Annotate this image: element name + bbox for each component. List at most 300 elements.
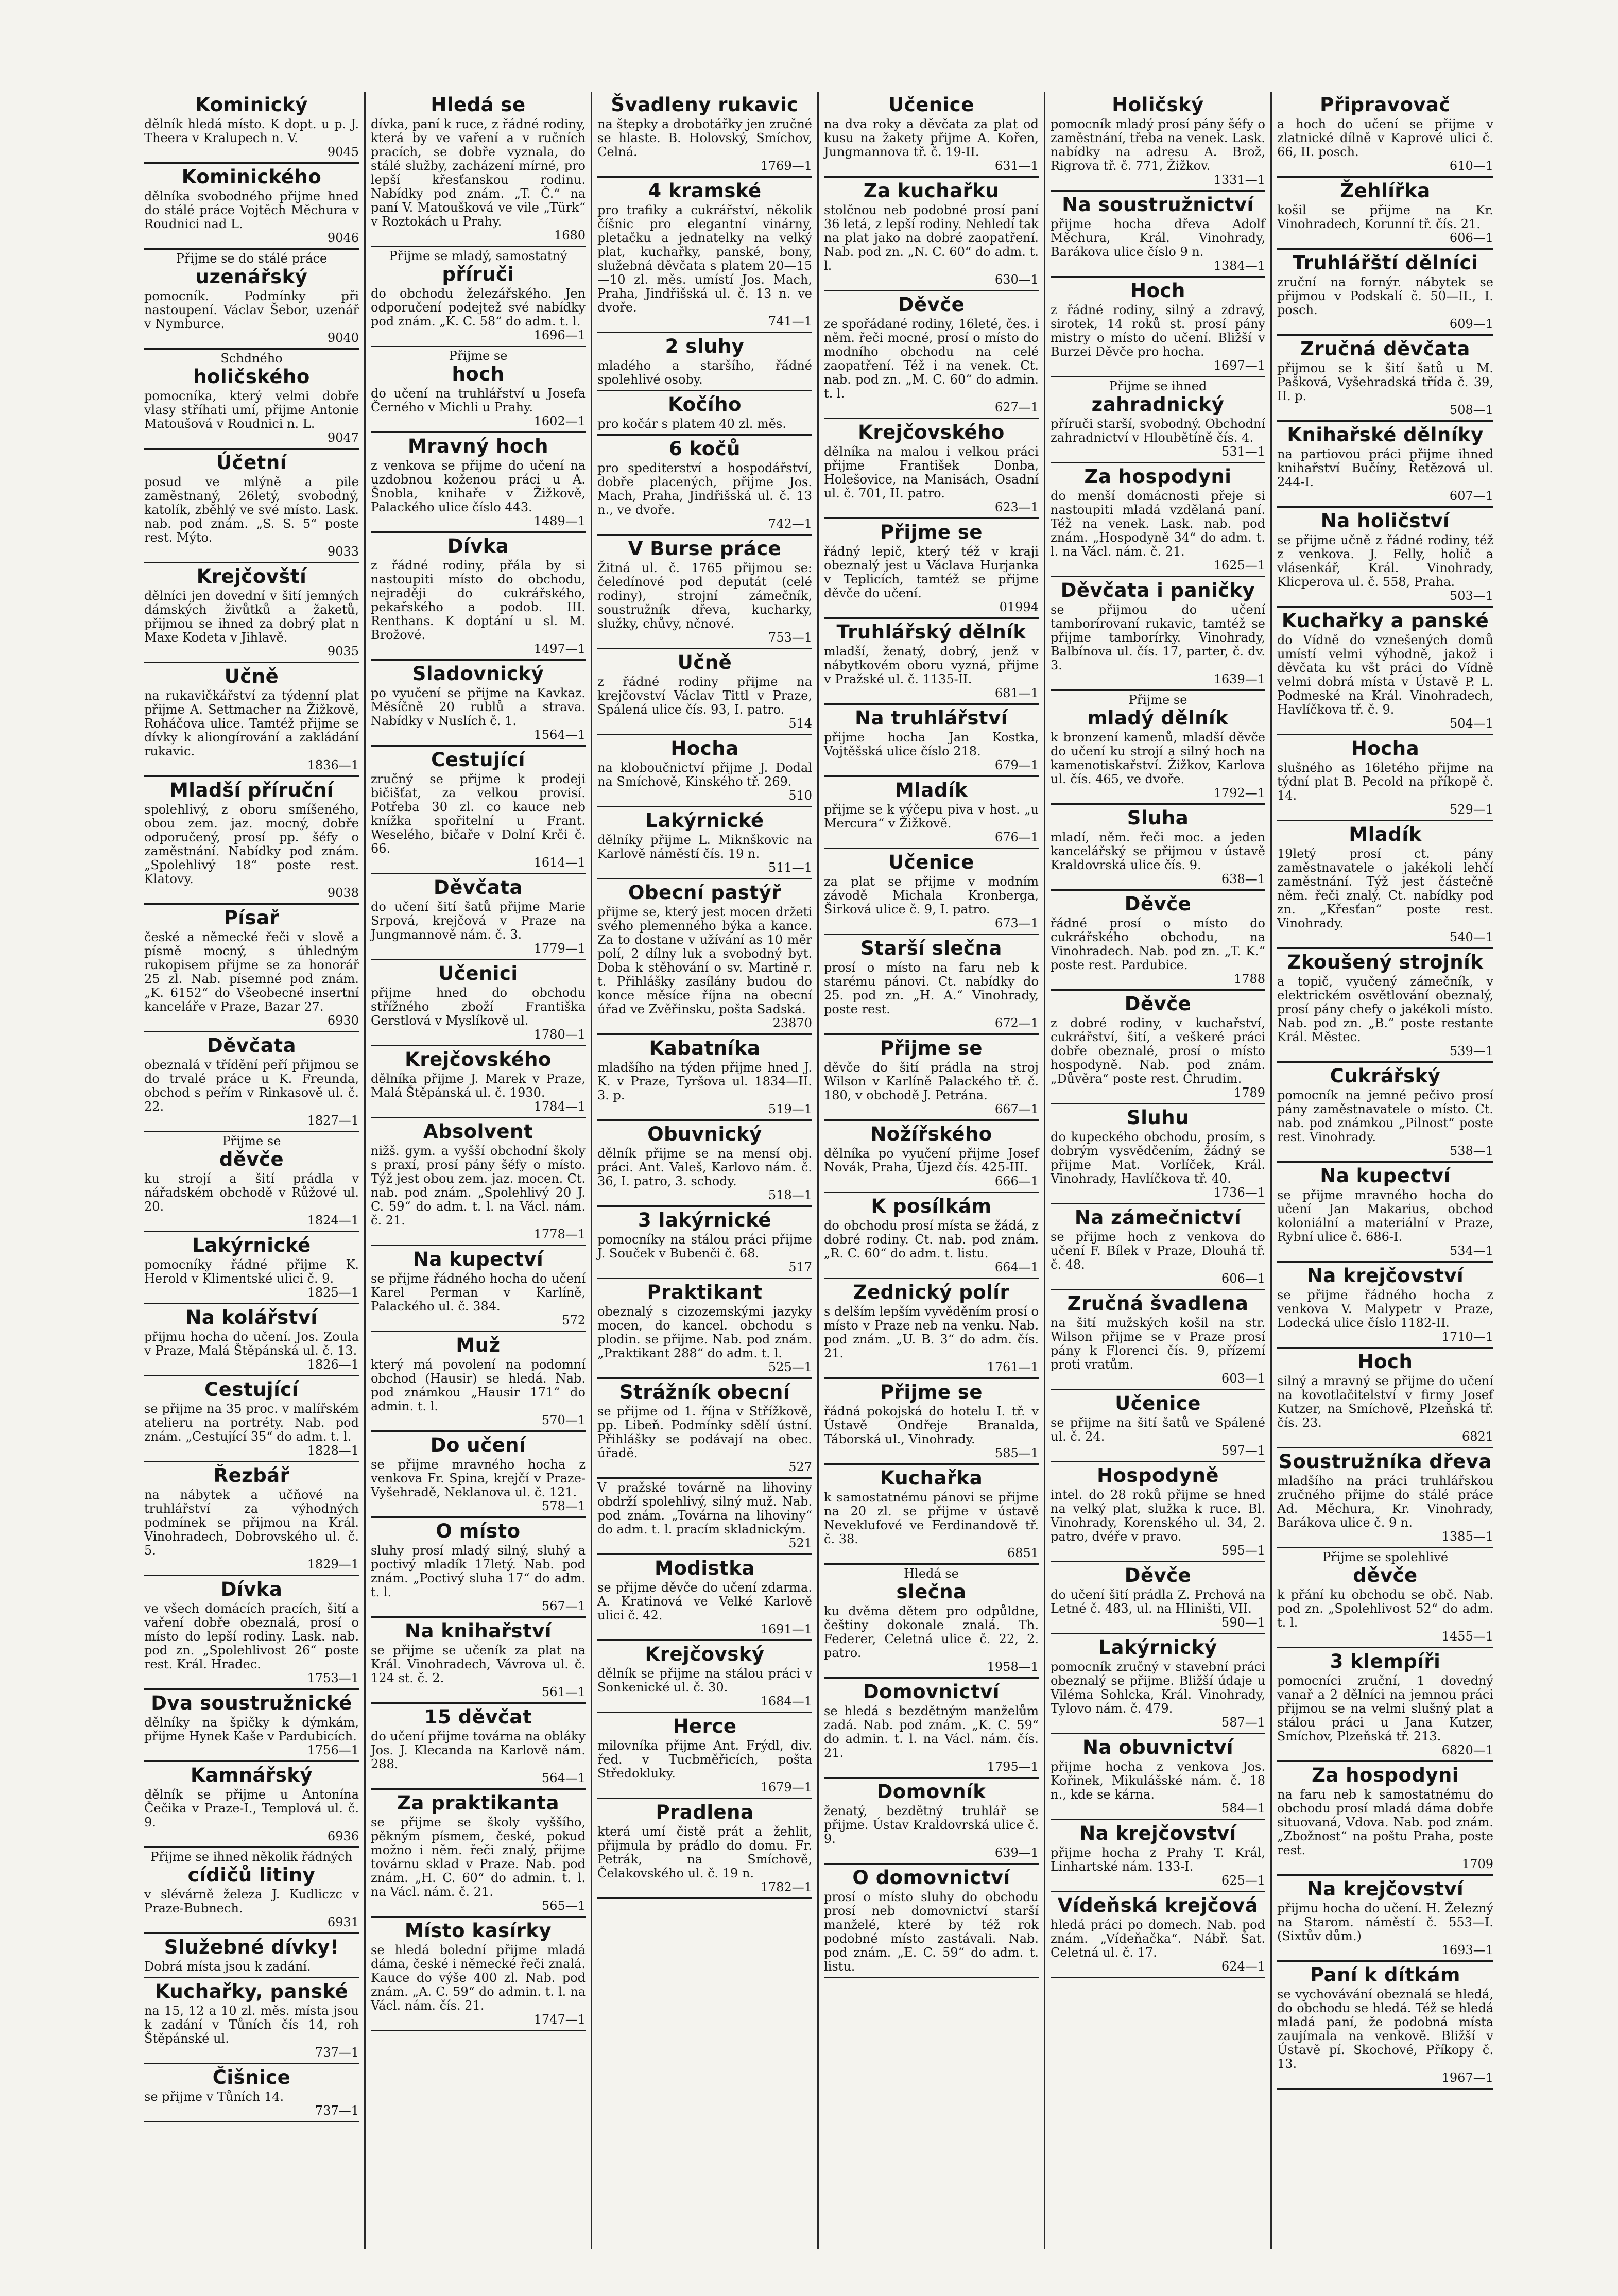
classified-ad [597, 1713, 812, 1799]
ad-title: Dívka [447, 535, 509, 557]
ad-title: Učenice [888, 851, 974, 873]
classified-ad [597, 1641, 812, 1713]
classified-ad [144, 1132, 359, 1232]
ad-title: Praktikant [647, 1281, 763, 1303]
ad-body: dělníka na malou i velkou práci přijme František Donba, Holešovice, na Manisách, Osadní ul. č. 701, II. patro. [824, 444, 1039, 500]
ad-title: Nožířského [870, 1123, 992, 1145]
ad-code: 625—1 [1221, 1873, 1265, 1888]
ad-title: Dívka [220, 1578, 283, 1600]
ad-body: dělník přijme se na mensí obj. práci. Ant. Valeš, Karlovo nám. č. 36, I. patro, 3. schody. [597, 1146, 812, 1188]
ad-body: se přijme učně z řádné rodiny, též z venkova. J. Felly, holič a vlásenkář, Král. Vinohrady, Klicperova ul. č. 558, Praha. [1277, 533, 1493, 589]
classified-ad [597, 333, 812, 391]
ad-title: Hoch [1130, 280, 1185, 302]
classified-ad [597, 807, 812, 879]
classified-ad [1277, 1962, 1493, 2090]
ad-body: se přijme na 35 proc. v malířském atelieru na portréty. Nab. pod znám. „Cestující 35“ do adm. t. l. [144, 1402, 359, 1444]
ad-body: se přijme se učeník za plat na Král. Vinohradech, Vávrova ul. č. 124 st. č. 2. [371, 1643, 586, 1685]
ad-code: 578—1 [541, 1499, 586, 1513]
ad-code: 667—1 [994, 1102, 1039, 1116]
column-1 [139, 92, 366, 2249]
ad-title: Děvče [1124, 893, 1192, 915]
ad-title: Modistka [655, 1557, 755, 1579]
ad-body: do učení šití prádla Z. Prchová na Letné č. 483, ul. na Hliništi, VII. [1051, 1587, 1265, 1616]
ad-code: 1756—1 [307, 1743, 359, 1757]
ad-code: 518—1 [768, 1188, 812, 1202]
ad-title: O domovnictví [852, 1867, 1010, 1889]
ad-code: 1696—1 [533, 328, 586, 342]
ad-body: se přijme mravného hocha z venkova Fr. Spina, krejčí v Praze-Vyšehradě, Neklanova ul. č. 121. [371, 1457, 586, 1499]
ad-body: mladého a staršího, řádné spolehlivé osoby. [597, 358, 812, 387]
ad-body: který má povolení na podomní obchod (Hausir) se hledá. Nab. pod známkou „Hausir 171“ do admin. t. l. [371, 1357, 586, 1413]
ad-code: 6821 [1461, 1429, 1493, 1444]
ad-body: Dobrá místa jsou k zadání. [144, 1959, 311, 1974]
ad-body: na štepky a drobotářky jen zručné se hlaste. B. Holovský, Smíchov, Celná. [597, 117, 812, 159]
ad-code: 603—1 [1221, 1371, 1265, 1386]
classified-ad [597, 536, 812, 649]
ad-code: 1828—1 [307, 1443, 359, 1458]
ad-code: 9040 [327, 331, 359, 345]
ad-body: po vyučení se přijme na Kavkaz. Měsíčně 20 rublů a strava. Nabídky v Nuslích č. 1. [371, 686, 586, 728]
classified-ad [1277, 250, 1493, 336]
ad-body: na rukavičkářství za týdenní plat přijme A. Settmacher na Žižkově, Roháčova ulice. Tamtéž přijme se dívky k aliongírování a zakládání rukavic. [144, 688, 359, 758]
ad-body: stolčnou neb podobné prosí paní 36 letá, z lepší rodiny. Nehledí tak na plat jako na dobré zaopatření. Nab. pod zn. „N. C. 60“ do adm. t. l. [824, 203, 1039, 273]
classified-ad [597, 1479, 812, 1555]
ad-title: Písař [223, 907, 280, 929]
classified-ad [597, 436, 812, 536]
classified-ad [371, 1518, 586, 1618]
ad-body: na partiovou práci přijme ihned knihařství Bučíny, Řetězová ul. 244-I. [1277, 447, 1493, 489]
ad-body: pomocníka, který velmi dobře vlasy stříhati umí, přijme Antonie Matoušová v Roudnici n. L. [144, 389, 359, 431]
classified-ad [144, 350, 359, 450]
ad-body: do obchodu železářského. Jen odporučení podejtež své nabídky pod znám. „K. C. 58“ do adm. t. l. [371, 286, 586, 329]
ad-code: 6851 [1007, 1546, 1039, 1560]
ad-code: 529—1 [1449, 802, 1493, 817]
classified-ad [1051, 1634, 1265, 1734]
ad-title: Krejčovského [405, 1048, 552, 1071]
ad-body: se přijme se školy vyššího, pěkným písmem, české, pokud možno i něm. řeči znalý, přijme továrnu sklad v Praze. Nab. pod znám. „H. C. 60“ do admin. t. l. na Václ. nám. č. 21. [371, 1815, 586, 1899]
classified-ad [371, 1918, 586, 2031]
ad-code: 664—1 [994, 1260, 1039, 1274]
ad-code: 1789 [1233, 1085, 1265, 1100]
ad-body: slušného as 16letého přijme na týdní plat B. Pecold na příkopě č. 14. [1277, 761, 1493, 803]
ad-title: Domovník [876, 1781, 986, 1803]
ad-code: 1602—1 [533, 414, 586, 428]
ad-body: na faru neb k samostatnému do obchodu prosí mladá dáma dobře situovaná, Vdova. Nab. pod znám. „Zbožnost“ na poštu Praha, poste rest. [1277, 1787, 1493, 1857]
ad-body: do učení šití šatů přijme Marie Srpová, krejčová v Praze na Jungmannově nám. č. 3. [371, 900, 586, 942]
ad-title: Přijme se [880, 1037, 983, 1059]
classified-ad [144, 563, 359, 663]
ad-body: obeznalá v třídění peří přijmou se do trvalé práce u K. Freunda, obchod s peřím v Rinkasově ul. č. 22. [144, 1058, 359, 1114]
ad-title: Kamnářský [191, 1764, 313, 1786]
ad-prefix: Přijme se do stálé práce [176, 251, 328, 266]
ad-code: 610—1 [1449, 159, 1493, 173]
ad-title: Hoch [1357, 1351, 1413, 1373]
classified-ad [144, 663, 359, 777]
classified-ad [144, 250, 359, 350]
ad-code: 597—1 [1221, 1443, 1265, 1458]
ad-title: Cukrářský [1330, 1065, 1441, 1087]
ad-title: Děvčata [434, 876, 523, 899]
ad-code: 9047 [327, 430, 359, 445]
ad-body: pro spediterství a hospodářství, dobře placených, přijme Jos. Mach, Praha, Jindřišská ul. č. 13 n., ve dvoře. [597, 461, 812, 517]
classified-ad [824, 1465, 1039, 1565]
ad-code: 527 [788, 1460, 812, 1474]
ad-title: mladý dělník [1087, 707, 1229, 729]
classified-ad [1051, 377, 1265, 463]
ad-code: 1455—1 [1441, 1629, 1493, 1644]
ad-code: 1639—1 [1213, 672, 1265, 686]
classified-ad [371, 247, 586, 347]
ad-title: Holičský [1112, 94, 1204, 116]
ad-code: 1680 [554, 228, 586, 243]
ad-body: dělníka po vyučení přijme Josef Novák, Praha, Újezd čís. 425-III. [824, 1146, 1039, 1175]
ad-title: Kočího [668, 393, 742, 416]
ad-body: přijme hocha Jan Kostka, Vojtěšská ulice číslo 218. [824, 730, 1039, 758]
ad-prefix: Přijme se ihned několik řádných [150, 1850, 353, 1864]
ad-code: 539—1 [1449, 1044, 1493, 1058]
ad-title: K posílkám [871, 1195, 992, 1217]
ad-title: Učně [224, 665, 279, 687]
ad-code: 1782—1 [760, 1880, 812, 1894]
ad-body: košil se přijme na Kr. Vinohradech, Korunní tř. čís. 21. [1277, 203, 1493, 231]
ad-code: 742—1 [768, 516, 812, 531]
ad-code: 1784—1 [533, 1099, 586, 1114]
ad-body: přijme hocha z venkova Jos. Kořinek, Mikulášské nám. č. 18 n., kde se kárna. [1051, 1759, 1265, 1802]
ad-code: 511—1 [768, 860, 812, 875]
ad-code: 627—1 [994, 400, 1039, 415]
ad-code: 607—1 [1449, 489, 1493, 503]
ad-code: 519—1 [768, 1102, 812, 1116]
ad-title: Na kupectví [1320, 1165, 1451, 1187]
classified-ad [824, 519, 1039, 619]
ad-body: se přijmou do učení tamborírovaní rukavic, tamtéž se přijme tamborírky. Vinohrady, Balbínova ul. čís. 17, parter, č. dv. 3. [1051, 602, 1265, 672]
ad-title: Na kupectví [412, 1248, 544, 1270]
classified-ad [1277, 1263, 1493, 1349]
classified-ad [824, 178, 1039, 291]
ad-body: mladšího na týden přijme hned J. K. v Praze, Tyršova ul. 1834—II. 3. p. [597, 1060, 812, 1102]
ad-code: 1747—1 [533, 2012, 586, 2027]
ad-title: Učenice [888, 94, 974, 116]
ad-code: 1489—1 [533, 514, 586, 528]
classified-ad [1051, 1204, 1265, 1290]
ad-title: Za hospodyni [1084, 465, 1232, 488]
ad-code: 631—1 [994, 159, 1039, 173]
ad-code: 609—1 [1449, 317, 1493, 331]
ad-title: Absolvent [423, 1120, 533, 1143]
ad-title: Hledá se [431, 94, 526, 116]
ad-body: dělníka svobodného přijme hned do stálé práce Vojtěch Měchura v Roudnici nad L. [144, 189, 359, 231]
classified-ad [824, 92, 1039, 178]
classified-ad [1051, 1104, 1265, 1204]
ad-code: 521 [788, 1536, 812, 1550]
ad-body: milovníka přijme Ant. Frýdl, div. řed. v Tucbměřicích, pošta Středokluky. [597, 1738, 812, 1781]
ad-code: 679—1 [994, 758, 1039, 772]
ad-title: Přijme se [880, 521, 983, 543]
ad-body: sluhy prosí mladý silný, sluhý a poctivý mladík 17letý. Nab. pod znám. „Poctivý sluha 17“ do adm. t. l. [371, 1543, 586, 1599]
ad-body: V pražské továrně na lihoviny obdrží spolehlivý, silný muž. Nab. pod znám. „Továrna na lihoviny“ do adm. t. l. pracím skladnickým. [597, 1480, 812, 1537]
ad-body: přijmou se k šití šatů u M. Pašková, Vyšehradská třída č. 39, II. p. [1277, 361, 1493, 403]
ad-title: Starší slečna [860, 937, 1002, 959]
ad-title: Knihařské dělníky [1287, 424, 1484, 446]
ad-code: 673—1 [994, 916, 1039, 930]
ad-title: Krejčovští [196, 565, 307, 588]
classified-ad [371, 1246, 586, 1332]
ad-body: mladí, něm. řeči moc. a jeden kancelářský se přijmou v ústavě Kraldovrská ulice čís. 9. [1051, 830, 1265, 872]
classified-ad [597, 735, 812, 807]
classified-ad [1277, 336, 1493, 422]
ad-title: Děvče [1124, 1564, 1192, 1586]
ad-code: 737—1 [315, 2103, 359, 2118]
classified-ad [1277, 92, 1493, 178]
ad-body: přijme hocha z Prahy T. Král, Linhartské nám. 133-I. [1051, 1845, 1265, 1874]
ad-code: 1958—1 [987, 1660, 1039, 1674]
ad-body: za plat se přijme v modním závodě Michala Kronberga, Širková ulice č. 9, I. patro. [824, 874, 1039, 917]
ad-body: řádná pokojská do hotelu I. tř. v Ústavě Ondřeje Branalda, Táborská ul., Vinohrady. [824, 1404, 1039, 1446]
classified-ad [824, 1035, 1039, 1121]
classified-ad [1277, 821, 1493, 949]
classified-ad [371, 1118, 586, 1246]
ad-code: 1710—1 [1441, 1330, 1493, 1344]
ad-body: do menší domácnosti přeje si nastoupiti mladá vzdělaná paní. Též na venek. Lask. nab. pod znám. „Hospodyně 34“ do adm. t. l. na Václ. nám. č. 21. [1051, 489, 1265, 559]
ad-body: 19letý prosí ct. pány zaměstnavatele o jakékoli lehčí zaměstnání. Týž jest částečně něm. řeči znalý. Ct. nabídky pod zn. „Křesťan“ poste rest. Vinohrady. [1277, 847, 1493, 930]
ad-code: 606—1 [1221, 1271, 1265, 1286]
column-5 [1045, 92, 1272, 2249]
ad-code: 23870 [772, 1016, 812, 1030]
ad-title: uzenářský [195, 266, 308, 288]
ad-code: 567—1 [541, 1599, 586, 1613]
ad-code: 1697—1 [1213, 358, 1265, 373]
ad-body: na kloboučnictví přijme J. Dodal na Smíchově, Kinského tř. 269. [597, 761, 812, 789]
ad-body: české a německé řeči v slově a písmě mocný, s úhledným rukopisem přijme se za honorář 25 zl. Nab. písemné pod znám. „K. 6152“ do Všeobecné insertní kanceláře v Praze, Bazar 27. [144, 930, 359, 1014]
classified-ad [144, 2064, 359, 2122]
classified-ad [1051, 991, 1265, 1104]
ad-code: 1792—1 [1213, 786, 1265, 800]
ad-body: děvče do šití prádla na stroj Wilson v Karlíně Palackého tř. č. 180, v obchodě J. Petrána. [824, 1060, 1039, 1102]
ad-body: přijme se, který jest mocen držeti svého plemenného býka a kance. Za to dostane v užívání as 10 měr polí, 2 dílny luk a svobodný byt. Doba k stěhování o sv. Martině r. t. Přihlášky zasílány budou do konce měsíce října na obecní úřad ve Zvěřinsku, pošta Sadská. [597, 905, 812, 1016]
ad-title: Za hospodyni [1312, 1764, 1459, 1786]
ad-title: Čišnice [212, 2066, 291, 2088]
ad-body: dělník hledá místo. K dopt. u p. J. Theera v Kralupech n. V. [144, 117, 359, 145]
classified-ad [144, 450, 359, 563]
ad-body: přijme hned do obchodu střížného zboží Františka Gerstlová v Myslíkově ul. [371, 986, 586, 1028]
ad-body: se hledá bolední přijme mladá dáma, české i německé řeči znalá. Kauce do výše 400 zl. Nab. pod znám. „A. C. 59“ do admin. t. l. na Václ. nám. čís. 21. [371, 1943, 586, 2013]
ad-title: Lakýrnické [645, 809, 764, 832]
classified-ad [597, 1207, 812, 1279]
classified-ad [144, 1032, 359, 1132]
ad-body: z řádné rodiny přijme na krejčovství Václav Tittl v Praze, Spálená ulice čís. 93, I. patro. [597, 675, 812, 717]
ad-code: 590—1 [1221, 1615, 1265, 1630]
classified-ad [371, 533, 586, 661]
ad-code: 1825—1 [307, 1285, 359, 1300]
ad-body: ve všech domácích pracích, šití a vaření dobře obeznalá, prosí o místo do lepší rodiny. Lask. nab. pod zn. „Spolehlivost 26“ poste rest. Král. Hradec. [144, 1601, 359, 1671]
ad-body: dělník se přijme na stálou práci v Sonkenické ul. č. 30. [597, 1666, 812, 1695]
ad-title: Přijme se [880, 1381, 983, 1403]
ad-body: z venkova se přijme do učení na uzdobnou koženou práci u A. Šnobla, knihaře v Žižkově, Palackého ulice číslo 443. [371, 458, 586, 514]
ad-body: a topič, vyučený zámečník, v elektrickém osvětlování obeznalý, prosí pány chefy o jakékoli místo. Nab. pod zn. „B.“ poste restante Král. Městec. [1277, 974, 1493, 1044]
ad-title: Cestující [204, 1378, 299, 1401]
ad-title: 6 kočů [669, 438, 741, 460]
classified-ad [1051, 1820, 1265, 1892]
ad-body: se vychovávání obeznalá se hledá, do obchodu se hledá. Též se hledá mladá paní, že podobná místa zaujímala na venkově. Bližší v Ústavě pí. Skochové, Příkopy č. 13. [1277, 1987, 1493, 2071]
ad-code: 514 [788, 716, 812, 731]
classified-ad [597, 879, 812, 1035]
ad-title: Učně [677, 651, 732, 674]
ad-code: 540—1 [1449, 930, 1493, 944]
ad-title: Na krejčovství [1306, 1878, 1464, 1900]
ad-title: Hocha [1351, 737, 1420, 759]
ad-code: 595—1 [1221, 1543, 1265, 1558]
classified-ad [371, 433, 586, 533]
ad-title: Paní k dítkám [1310, 1964, 1460, 1986]
ad-code: 6930 [327, 1013, 359, 1028]
ad-code: 1753—1 [307, 1671, 359, 1685]
ad-body: na nábytek a učňové na truhlářství za výhodných podmínek se přijmou na Král. Vinohradech, Dobrovského ul. č. 5. [144, 1488, 359, 1558]
ad-prefix: Schdného [220, 351, 283, 366]
ad-code: 6931 [327, 1915, 359, 1929]
ad-title: Kuchařky, panské [154, 1980, 349, 2002]
classified-ad [144, 905, 359, 1032]
ad-code: 525—1 [768, 1360, 812, 1374]
ad-code: 1684—1 [760, 1694, 812, 1708]
ad-code: 538—1 [1449, 1144, 1493, 1158]
ad-body: pomocník na jemné pečivo prosí pány zaměstnavatele o místo. Ct. nab. pod známkou „Pilnost“ poste rest. Vinohrady. [1277, 1088, 1493, 1144]
ad-body: se přijme mravného hocha do učení Jan Makarius, obchod koloniální a materiální v Praze, Rybní ulice č. 686-I. [1277, 1188, 1493, 1244]
classified-ad [1277, 508, 1493, 608]
ad-code: 1827—1 [307, 1113, 359, 1128]
ad-code: 672—1 [994, 1016, 1039, 1030]
ad-prefix: Přijme se [1128, 693, 1187, 707]
classified-ad [1051, 1892, 1265, 1978]
ad-title: Lakýrnické [192, 1234, 311, 1256]
ad-body: mladší, ženatý, dobrý, jenž v nábytkovém oboru vyzná, přijme v Pražské ul. č. 1135-II. [824, 644, 1039, 686]
ad-title: Sluhu [1127, 1107, 1189, 1129]
ad-code: 587—1 [1221, 1715, 1265, 1730]
ad-code: 01994 [999, 600, 1039, 614]
ad-prefix: Přijme se ihned [1109, 379, 1207, 393]
classified-ad [1051, 278, 1265, 377]
ad-title: Švadleny rukavic [611, 94, 799, 116]
ad-body: k samostatnému pánovi se přijme na 20 zl. se přijme v ústavě Neveklufové ve Ferdinandově tř. č. 38. [824, 1490, 1039, 1546]
ad-title: Kominického [181, 166, 322, 188]
classified-ad [597, 1799, 812, 1899]
classified-ad [1051, 1390, 1265, 1462]
ad-code: 1761—1 [987, 1360, 1039, 1374]
ad-title: Domovnictví [863, 1681, 1000, 1703]
ad-body: která umí čistě prát a žehlit, přijmula by prádlo do domu. Fr. Petrák, na Smíchově, Čelakovského ul. č. 19 n. [597, 1824, 812, 1880]
ad-title: O místo [436, 1520, 521, 1542]
ad-title: Služebné dívky! [164, 1936, 339, 1958]
classified-ad [1051, 691, 1265, 805]
ad-body: do Vídně do vznešených domů umístí velmi výhodně, jakož i děvčata ku všt práci do Vídně velmi dobrá místa v Ústavě P. L. Podmeské na Král. Vinohradech, Havlíčkova tř. č. 9. [1277, 633, 1493, 717]
ad-body: ku strojí a šití prádla v nářadském obchodě v Růžové ul. 20. [144, 1171, 359, 1214]
ad-code: 1679—1 [760, 1780, 812, 1794]
ad-title: Do učení [430, 1434, 526, 1456]
classified-ad [824, 777, 1039, 849]
ad-body: pomocníky řádné přijme K. Herold v Klimentské ulici č. 9. [144, 1257, 359, 1286]
ad-code: 1769—1 [760, 159, 812, 173]
classified-ad [1277, 1762, 1493, 1876]
ad-body: k přání ku obchodu se obč. Nab. pod zn. „Spolehlivost 52“ do adm. t. l. [1277, 1587, 1493, 1630]
classified-ad [144, 1376, 359, 1462]
ad-body: na dva roky a děvčata za plat od kusu na žakety přijme A. Kořen, Jungmannova tř. č. 19-II. [824, 117, 1039, 159]
classified-ad [371, 1432, 586, 1518]
ad-title: Krejčovský [645, 1643, 765, 1665]
classified-ad [1051, 805, 1265, 891]
ad-code: 564—1 [541, 1771, 586, 1785]
ad-title: Herce [673, 1715, 737, 1737]
ad-code: 1385—1 [1441, 1529, 1493, 1544]
ad-body: řádné prosí o místo do cukrářského obchodu, na Vinohradech. Nab. pod zn. „T. K.“ poste rest. Pardubice. [1051, 916, 1265, 972]
ad-body: pomocník. Podmínky při nastoupení. Václav Šebor, uzenář v Nymburce. [144, 289, 359, 331]
ad-code: 753—1 [768, 630, 812, 645]
ad-code: 1736—1 [1213, 1185, 1265, 1200]
ad-title: Místo kasírky [404, 1920, 552, 1942]
classified-ad [1277, 1448, 1493, 1548]
ad-body: se přijme hoch z venkova do učení F. Bílek v Praze, Dlouhá tř. č. 48. [1051, 1230, 1265, 1272]
ad-title: Obecní pastýř [628, 882, 781, 904]
ad-title: Mladík [1349, 823, 1422, 845]
classified-ad [597, 649, 812, 735]
ad-body: se přijme na šití šatů ve Spálené ul. č. 24. [1051, 1415, 1265, 1444]
ad-body: dívka, paní k ruce, z řádné rodiny, která by ve vaření a v ručních pracích, se dobře vyznala, do stálé služby, zacházení mírné, pro lepší křesťanskou rodinu. Nabídky pod znám. „T. Č.“ na paní V. Matoušková ve vile „Türk“ v Roztokách u Prahy. [371, 117, 586, 229]
ad-body: pro trafiky a cukrářství, několik číšnic pro elegantní vinárny, pletačku a jednatelky na velký plat, kuchařky, panské, bony, služebná děvčata s platem 20—15—10 zl. měs. umístí Jos. Mach, Praha, Jindřišská ul. č. 13 n. ve dvoře. [597, 203, 812, 315]
classified-ad [824, 1779, 1039, 1865]
ad-body: prosí o místo sluhy do obchodu prosí neb domovnictví starší manželé, které by též rok podobné místo zastávali. Nab. pod znám. „E. C. 59“ do adm. t. listu. [824, 1890, 1039, 1974]
ad-code: 1691—1 [760, 1622, 812, 1636]
classified-ad [144, 1762, 359, 1848]
ad-body: posud ve mlýně a pile zaměstnaný, 26letý, svobodný, katolík, zběhlý ve své místo. Lask. nab. pod znám. „S. S. 5“ poste rest. Mýto. [144, 475, 359, 545]
ad-body: zruční na fornýr. nábytek se přijmou v Podskalí č. 50—II., I. posch. [1277, 275, 1493, 317]
classified-ad [1277, 422, 1493, 508]
ad-title: 3 klempíři [1330, 1650, 1441, 1672]
classified-ad [1277, 735, 1493, 821]
ad-title: cídičů litiny [187, 1864, 316, 1886]
classified-ad [371, 1618, 586, 1704]
ad-code: 1779—1 [533, 941, 586, 956]
ad-prefix: Přijme se [449, 349, 508, 363]
classified-ad [824, 1193, 1039, 1279]
ad-title: Dva soustružnické [151, 1692, 352, 1714]
ad-title: Cestující [431, 749, 525, 771]
ad-title: Hospodyně [1097, 1464, 1219, 1487]
classified-ad [371, 347, 586, 433]
ad-title: Za praktikanta [397, 1792, 559, 1814]
classified-ad [824, 1865, 1039, 1978]
classified-ad [144, 1232, 359, 1304]
ad-title: Na zámečnictví [1074, 1206, 1242, 1229]
classified-ad [371, 1046, 586, 1118]
classified-ad [144, 1576, 359, 1690]
ad-code: 1788 [1233, 972, 1265, 986]
ad-title: Zručná švadlena [1067, 1292, 1249, 1315]
classified-ad [144, 1304, 359, 1376]
classified-ad [144, 164, 359, 250]
classified-ad [1277, 1349, 1493, 1448]
classified-ad [824, 1379, 1039, 1465]
ad-code: 561—1 [541, 1685, 586, 1699]
ad-body: k bronzení kamenů, mladší děvče do učení ku strojí a silný hoch na kamenotiskařství. Žižkov, Karlova ul. čís. 465, ve dvoře. [1051, 730, 1265, 786]
ad-title: děvče [219, 1148, 284, 1170]
classified-ad [597, 1035, 812, 1121]
ad-code: 9045 [327, 145, 359, 159]
ad-body: ze spořádané rodiny, 16leté, čes. i něm. řeči mocné, prosí o místo do modního obchodu na celé zaopatření. Též i na venek. Ct. nab. pod zn. „M. C. 60“ do admin. t. l. [824, 317, 1039, 401]
ad-code: 1331—1 [1213, 172, 1265, 187]
ad-prefix: Přijme se mladý, samostatný [389, 249, 567, 263]
ad-body: dělníky na špičky k dýmkám, přijme Hynek Kaše v Pardubicích. [144, 1715, 359, 1743]
classified-ad [597, 92, 812, 178]
ad-title: Kuchařky a panské [1281, 610, 1489, 632]
classified-ad [824, 1565, 1039, 1679]
